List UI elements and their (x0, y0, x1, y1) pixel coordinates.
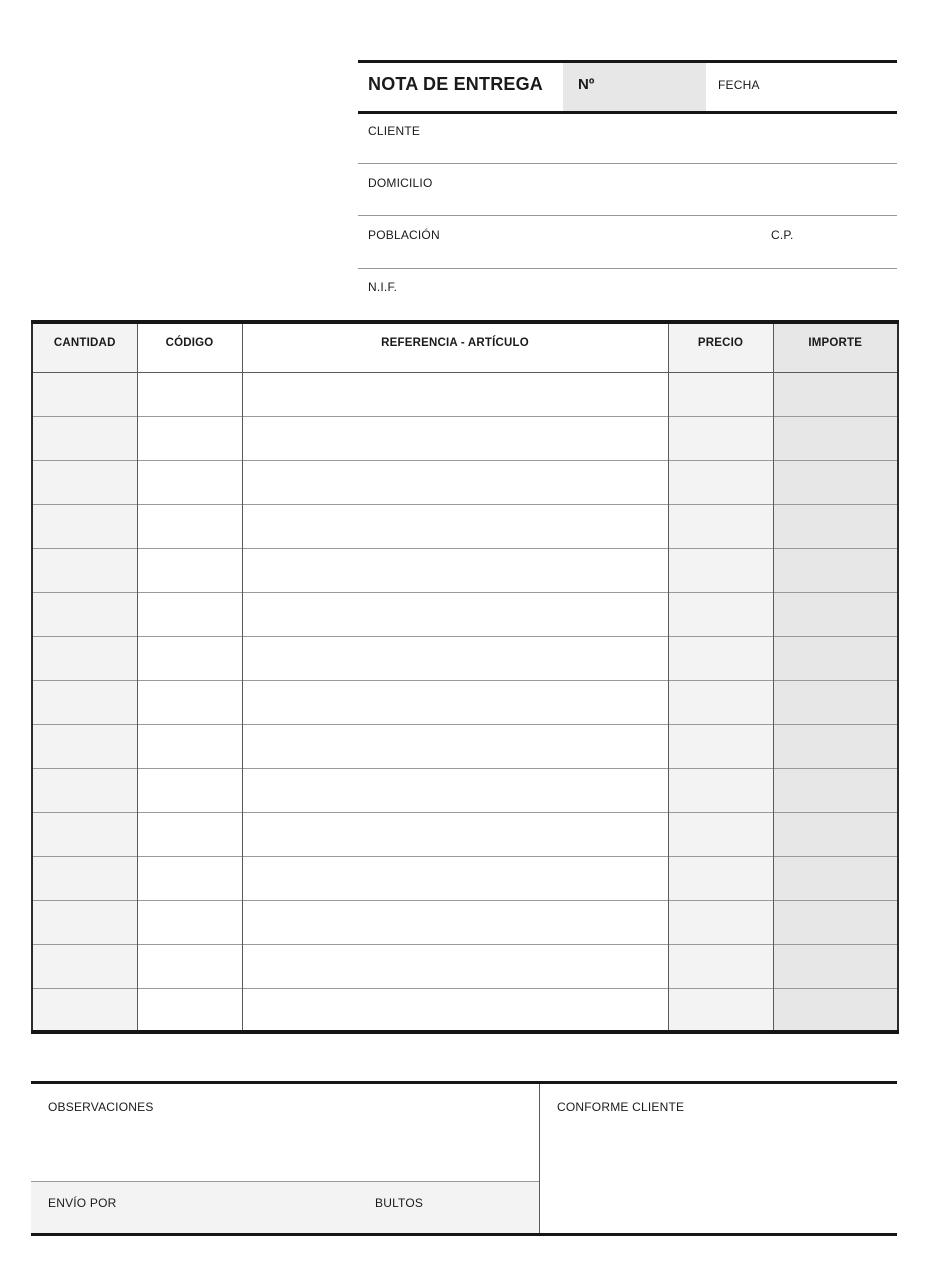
cell-quantity[interactable] (32, 724, 137, 768)
column-header-code: CÓDIGO (137, 322, 242, 372)
number-label: Nº (578, 75, 595, 93)
city-field[interactable] (460, 222, 750, 252)
column-header-reference: REFERENCIA - ARTÍCULO (242, 322, 668, 372)
cell-price[interactable] (668, 504, 773, 548)
cell-reference[interactable] (242, 460, 668, 504)
form-title: NOTA DE ENTREGA (368, 73, 544, 94)
cell-price[interactable] (668, 460, 773, 504)
cell-reference[interactable] (242, 944, 668, 988)
cell-reference[interactable] (242, 856, 668, 900)
cell-reference[interactable] (242, 768, 668, 812)
column-header-amount: IMPORTE (773, 322, 898, 372)
cell-code[interactable] (137, 944, 242, 988)
cell-amount[interactable] (773, 856, 898, 900)
observations-label: OBSERVACIONES (48, 1100, 154, 1114)
cell-quantity[interactable] (32, 636, 137, 680)
cell-price[interactable] (668, 988, 773, 1032)
cell-reference[interactable] (242, 592, 668, 636)
client-label: CLIENTE (368, 124, 421, 138)
cell-reference[interactable] (242, 372, 668, 416)
cell-quantity[interactable] (32, 988, 137, 1032)
cell-reference[interactable] (242, 680, 668, 724)
header-bottom-rule (358, 111, 897, 114)
cell-amount[interactable] (773, 988, 898, 1032)
cell-price[interactable] (668, 768, 773, 812)
address-rule (358, 215, 897, 216)
table-row (32, 856, 898, 900)
cell-price[interactable] (668, 680, 773, 724)
packages-field[interactable] (431, 1190, 531, 1226)
cell-code[interactable] (137, 724, 242, 768)
cell-amount[interactable] (773, 548, 898, 592)
cell-code[interactable] (137, 372, 242, 416)
footer-left-pane (31, 1084, 540, 1233)
cell-quantity[interactable] (32, 768, 137, 812)
cell-code[interactable] (137, 988, 242, 1032)
cell-code[interactable] (137, 680, 242, 724)
cell-quantity[interactable] (32, 812, 137, 856)
table-row (32, 504, 898, 548)
cell-amount[interactable] (773, 944, 898, 988)
cell-code[interactable] (137, 636, 242, 680)
cell-code[interactable] (137, 460, 242, 504)
cell-quantity[interactable] (32, 900, 137, 944)
cell-price[interactable] (668, 856, 773, 900)
address-label: DOMICILIO (368, 176, 433, 190)
tax-id-label: N.I.F. (368, 280, 398, 294)
cell-amount[interactable] (773, 416, 898, 460)
cell-amount[interactable] (773, 724, 898, 768)
cell-code[interactable] (137, 856, 242, 900)
table-row (32, 680, 898, 724)
table-row (32, 988, 898, 1032)
cell-price[interactable] (668, 724, 773, 768)
cell-quantity[interactable] (32, 592, 137, 636)
table-row (32, 460, 898, 504)
cell-reference[interactable] (242, 900, 668, 944)
header-row (358, 63, 897, 111)
tax-id-field[interactable] (420, 274, 720, 304)
cell-code[interactable] (137, 592, 242, 636)
table-row (32, 812, 898, 856)
cell-reference[interactable] (242, 504, 668, 548)
table-row (32, 416, 898, 460)
cell-reference[interactable] (242, 548, 668, 592)
cell-price[interactable] (668, 812, 773, 856)
cell-quantity[interactable] (32, 548, 137, 592)
shipping-label: ENVÍO POR (48, 1196, 117, 1210)
table-row (32, 900, 898, 944)
customer-approval-field[interactable] (540, 1124, 897, 1232)
cell-code[interactable] (137, 812, 242, 856)
packages-label: BULTOS (375, 1196, 424, 1210)
cell-amount[interactable] (773, 900, 898, 944)
cell-reference[interactable] (242, 416, 668, 460)
postal-code-label: C.P. (771, 228, 794, 242)
cell-reference[interactable] (242, 724, 668, 768)
cell-price[interactable] (668, 416, 773, 460)
cell-quantity[interactable] (32, 460, 137, 504)
cell-code[interactable] (137, 548, 242, 592)
cell-code[interactable] (137, 900, 242, 944)
city-rule (358, 268, 897, 269)
cell-quantity[interactable] (32, 944, 137, 988)
cell-amount[interactable] (773, 592, 898, 636)
footer-right-pane (540, 1084, 897, 1233)
cell-price[interactable] (668, 372, 773, 416)
address-field[interactable] (460, 170, 890, 200)
cell-quantity[interactable] (32, 680, 137, 724)
cell-reference[interactable] (242, 636, 668, 680)
items-table-body (32, 372, 898, 1032)
shipping-bar (31, 1181, 539, 1233)
table-row (32, 768, 898, 812)
cell-amount[interactable] (773, 372, 898, 416)
cell-amount[interactable] (773, 680, 898, 724)
cell-quantity[interactable] (32, 372, 137, 416)
cell-code[interactable] (137, 504, 242, 548)
items-table-header (32, 322, 898, 372)
items-table (31, 320, 899, 1034)
column-header-quantity: CANTIDAD (32, 322, 137, 372)
shipping-field[interactable] (121, 1190, 361, 1226)
cell-price[interactable] (668, 548, 773, 592)
cell-quantity[interactable] (32, 416, 137, 460)
cell-quantity[interactable] (32, 856, 137, 900)
customer-approval-label: CONFORME CLIENTE (557, 1100, 685, 1114)
client-field[interactable] (440, 118, 890, 148)
cell-amount[interactable] (773, 460, 898, 504)
cell-amount[interactable] (773, 768, 898, 812)
cell-amount[interactable] (773, 636, 898, 680)
number-box (563, 63, 706, 111)
table-row (32, 724, 898, 768)
cell-reference[interactable] (242, 812, 668, 856)
client-rule (358, 163, 897, 164)
date-field[interactable] (773, 63, 893, 111)
cell-reference[interactable] (242, 988, 668, 1032)
table-row (32, 636, 898, 680)
cell-amount[interactable] (773, 504, 898, 548)
observations-field[interactable] (31, 1124, 539, 1180)
cell-price[interactable] (668, 944, 773, 988)
cell-price[interactable] (668, 592, 773, 636)
number-field[interactable] (608, 63, 703, 111)
table-row (32, 944, 898, 988)
cell-code[interactable] (137, 416, 242, 460)
column-header-price: PRECIO (668, 322, 773, 372)
cell-amount[interactable] (773, 812, 898, 856)
cell-quantity[interactable] (32, 504, 137, 548)
postal-code-field[interactable] (805, 222, 890, 252)
cell-code[interactable] (137, 768, 242, 812)
cell-price[interactable] (668, 900, 773, 944)
table-row (32, 372, 898, 416)
table-row (32, 548, 898, 592)
footer-section (31, 1081, 897, 1236)
city-label: POBLACIÓN (368, 228, 440, 242)
table-row (32, 592, 898, 636)
date-label: FECHA (718, 78, 760, 92)
cell-price[interactable] (668, 636, 773, 680)
